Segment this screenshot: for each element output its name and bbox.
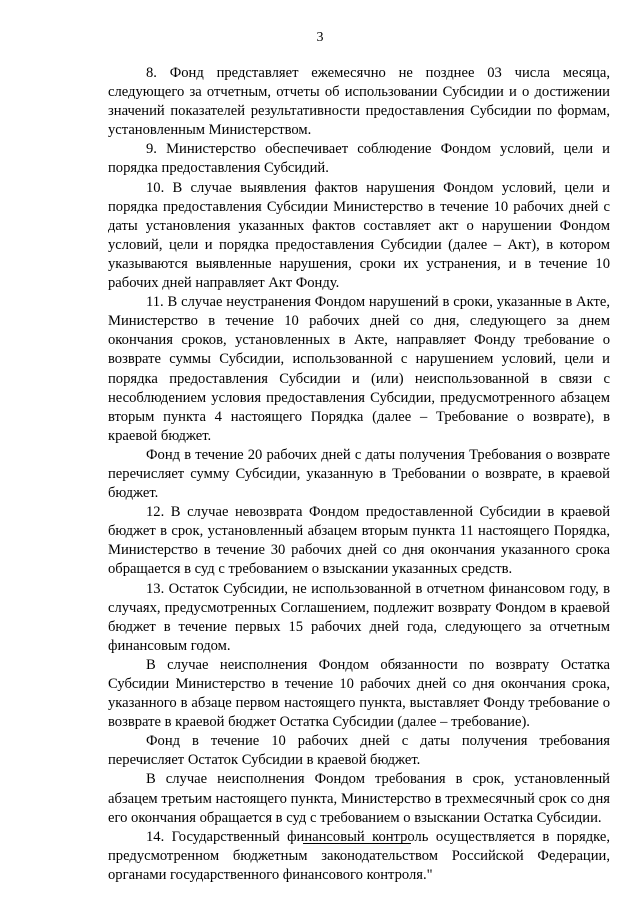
paragraph-13-court: В случае неисполнения Фондом требования в срок, установленный абзацем третьим настоящего пункта, Министерство в трехмесячный срок со дня его окончания обращается в суд с требованием о взыскании Остатка Субсидии.: [108, 771, 610, 826]
paragraph-13-demand: В случае неисполнения Фондом обязанности по возврату Остатка Субсидии Министерство в течение 10 рабочих дней со дня окончания срока, указанного в абзаце первом настоящего пункта, выставляет Фонду требование о возврате в краевой бюджет Остатка Субсидии (далее – требование).: [108, 656, 610, 731]
paragraph-12-court: 12. В случае невозврата Фондом предоставленной Субсидии в краевой бюджет в срок, установленный абзацем вторым пункта 11 настоящего Порядка, Министерство в течение 30 рабочих дней со дня окончания указанного срока обращается в суд с требованием о взыскании указанных средств.: [108, 504, 610, 578]
paragraph-9-compliance: 9. Министерство обеспечивает соблюдение Фондом условий, цели и порядка предоставления Субсидий.: [108, 141, 610, 177]
page-number: 3: [316, 30, 324, 45]
paragraph-11-refund-demand: 11. В случае неустранения Фондом нарушений в сроки, указанные в Акте, Министерство в течение 10 рабочих дней со дня, следующего за днем окончания сроков, установленных в Акте, направляет Фонду требование о возврате суммы Субсидии, использованной с нарушением условий, цели и порядка предоставления Субсидии и (или) неиспользованной в связи с несоблюдением условия предоставления Субсидии, предусмотренного абзацем вторым пункта 4 настоящего Порядка (далее – Требование о возврате), в краевой бюджет.: [108, 294, 610, 444]
paragraph-10-violation-act: 10. В случае выявления фактов нарушения Фондом условий, цели и порядка предоставления Субсидии Министерство в течение 10 рабочих дней с даты установления указанных фактов составляет акт о нарушении Фондом условий, цели и порядка предоставления Субсидии (далее – Акт), в котором указываются выявленные нарушения, сроки их устранения, и в течение 10 рабочих дней направляет Акт Фонду.: [108, 179, 610, 292]
paragraph-13-unused-balance: 13. Остаток Субсидии, не использованной в отчетном финансовом году, в случаях, предусмотренных Соглашением, подлежит возврату Фондом в краевой бюджет в течение первых 15 рабочих дней года, следующего за отчетным финансовым годом.: [108, 580, 610, 654]
footer-divider: [303, 843, 411, 844]
paragraph-14-financial-control: 14. Государственный финансовый контроль осуществляется в порядке, предусмотренном бюджетным законодательством Российской Федерации, органами государственного финансового контроля.": [108, 828, 610, 883]
document-body: [108, 64, 610, 885]
paragraph-8-reporting: 8. Фонд представляет ежемесячно не позднее 03 числа месяца, следующего за отчетным, отчеты об использовании Субсидии и о достижении значений показателей результативности предоставления Субсидии по формам, установленным Министерством.: [108, 65, 610, 139]
paragraph-11-refund-term: Фонд в течение 20 рабочих дней с даты получения Требования о возврате перечисляет сумму Субсидии, указанную в Требовании о возврате, в краевой бюджет.: [108, 446, 610, 502]
paragraph-13-transfer: Фонд в течение 10 рабочих дней с даты получения требования перечисляет Остаток Субсидии в краевой бюджет.: [108, 733, 610, 769]
